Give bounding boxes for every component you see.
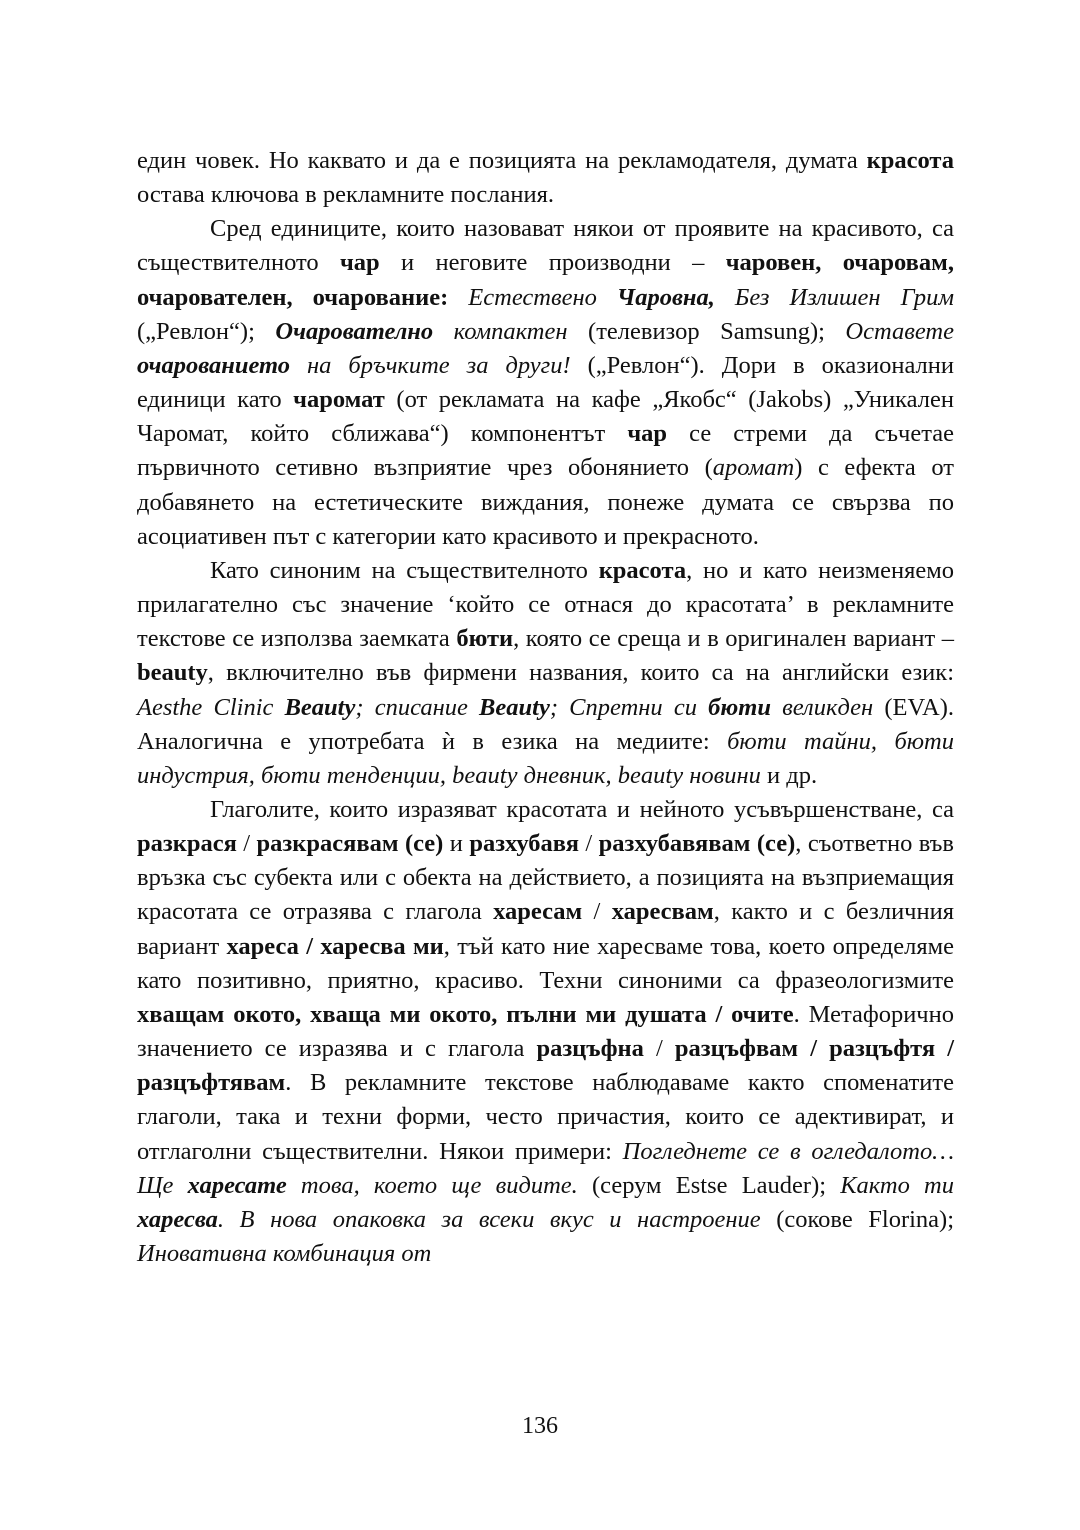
paragraph-2: Сред единиците, които назовават някои от проявите на красивото, са съществителното чар и неговите производни – чаровен, очаровам, очарователен, очарование: Естествено Чаровна, Без Излишен Грим („Ревлон“); Очарователно компактен (телевизор Samsung); Оставете очарованието на бръчките за други! („Ревлон“). Дори в оказионални единици като чаромат (от рекламата на кафе „Якобс“ (Jakobs) „Уникален Чаромат, който сближава“) компонентът чар се стреми да съчетае първичното сетивно възприятие чрез обонянието (аромат) с ефекта от добавянето на естетическите виждания, понеже думата се свързва по асоциативен път с категории като красивото и прекрасното. bbox=[137, 215, 954, 550]
paragraph-1: един човек. Но каквато и да е позицията на рекламодателя, думата красота остава ключова в рекламните послания. bbox=[137, 147, 954, 209]
paragraph-4: Глаголите, които изразяват красотата и нейното усъвършенстване, са разкрася / разкрасявам (се) и разхубавя / разхубавявам (се), съответно във връзка със субекта или с обекта на действието, а позицията на възприемащия красотата се отразява с глагола харесам / харесвам, както и с безличния вариант хареса / харесва ми, тъй като ние харесваме това, което определяме като позитивно, приятно, красиво. Техни синоними са фразеологизмите хващам окото, хваща ми окото, пълни ми душата / очите. Метафорично значението се изразява и с глагола разцъфна / разцъфвам / разцъфтя / разцъфтявам. В рекламните текстове наблюдаваме както споменатите глаголи, така и техни форми, често причастия, които се адективират, и отглаголни съществителни. Някои примери: Погледнете се в огледалото… Ще харесате това, което ще видите. (серум Estse Lauder); Както ти харесва. В нова опаковка за всеки вкус и настроение (сокове Florina); Иновативна комбинация от bbox=[137, 795, 955, 1267]
page-number: 136 bbox=[522, 1413, 558, 1439]
page-body bbox=[137, 144, 954, 1271]
paragraph-3: Като синоним на съществителното красота, но и като неизменяемо прилагателно със значение ‘който се отнася до красотата’ в рекламните текстове се използва заемката бюти, която се среща и в оригинален вариант – beauty, включително във фирмени названия, които са на английски език: Aesthe Clinic Beauty; списание Beauty; Спретни си бюти великден (EVA). Аналогична е употребата ѝ в езика на медиите: бюти тайни, бюти индустрия, бюти тенденции, beauty дневник, beauty новини и др. bbox=[137, 556, 954, 789]
